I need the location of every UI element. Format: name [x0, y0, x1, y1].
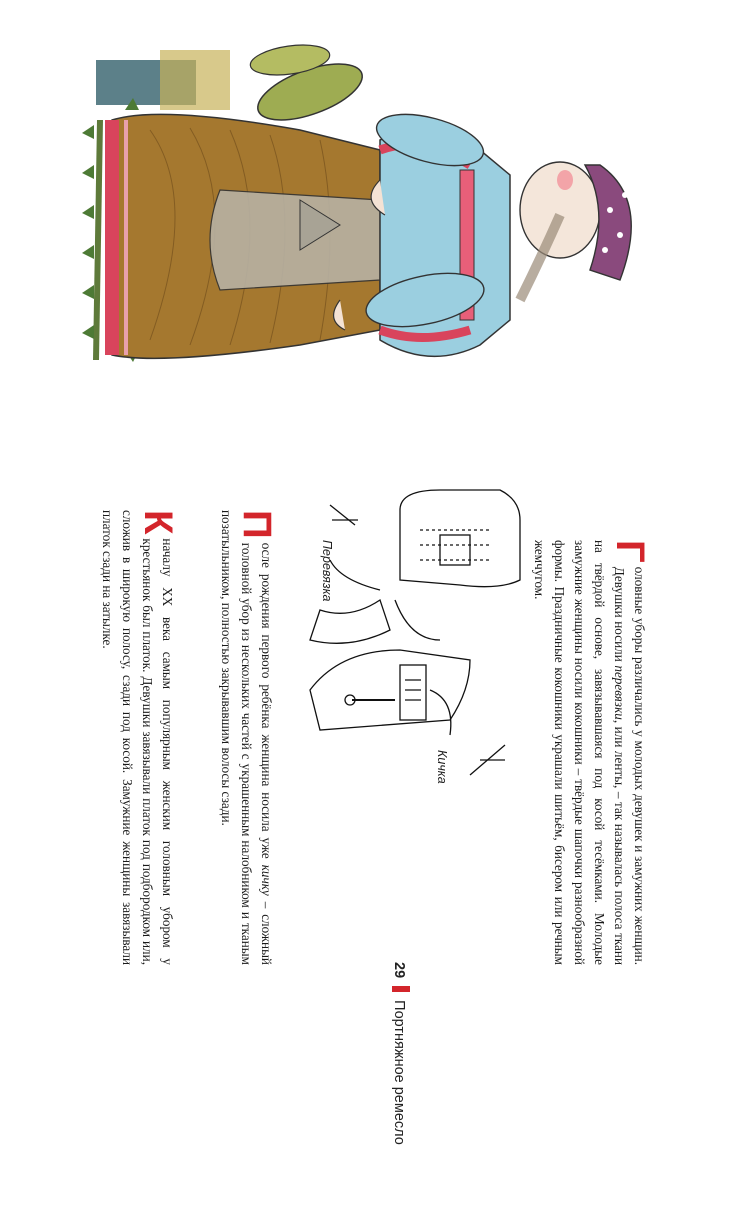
paragraph-1-em: перевязки	[612, 665, 627, 720]
dropcap-3: К	[136, 510, 180, 535]
page-number: 29	[391, 962, 407, 979]
paragraph-2-text-a: осле рождения первого ребёнка женщина носила уже	[259, 542, 274, 865]
kichka-label: Кичка	[435, 750, 449, 784]
footer-line	[391, 962, 410, 1145]
paragraph-2	[216, 510, 279, 965]
perevyazka-label: Перевязка	[320, 540, 334, 602]
page-footer	[390, 962, 410, 1212]
dropcap-1: Г	[608, 540, 652, 563]
paragraph-3	[97, 510, 180, 965]
footer-accent-bar	[392, 986, 410, 992]
paragraph-1-text-a: оловные уборы различались у молодых девушек и замужних женщин. Девушки носили	[612, 566, 647, 965]
text-column	[64, 100, 664, 980]
book-section-title: Портняжное ремесло	[391, 1000, 407, 1145]
paragraph-2-text-b: – сложный головной убор из нескольких частей с украшенным налобником и тканым позатыльником, полностью закрывавшим волосы сзади.	[219, 510, 274, 965]
paragraph-1	[529, 540, 652, 966]
paragraph-3-text-a: началу XX века самым популярным женским головным убором у крестьянок был платок. Девушки завязывали платок под подбородком или, сложив в широкую полосу, сзади под косой. Замужние женщины завязывали платок сзади на затылке.	[100, 510, 175, 965]
paragraph-1-text-b: , или ленты, – так называлась полоса ткани на твёрдой основе, завязывавшаяся под косой тесёмками. Молодые замужние женщины носили кокошники – твёрдые шапочки разнообразной формы. Праздничные кокошники украшали шитьём, бисером или речным жемчугом.	[532, 540, 627, 966]
paragraph-2-em: кичку	[259, 864, 274, 896]
dropcap-2: П	[235, 510, 279, 539]
